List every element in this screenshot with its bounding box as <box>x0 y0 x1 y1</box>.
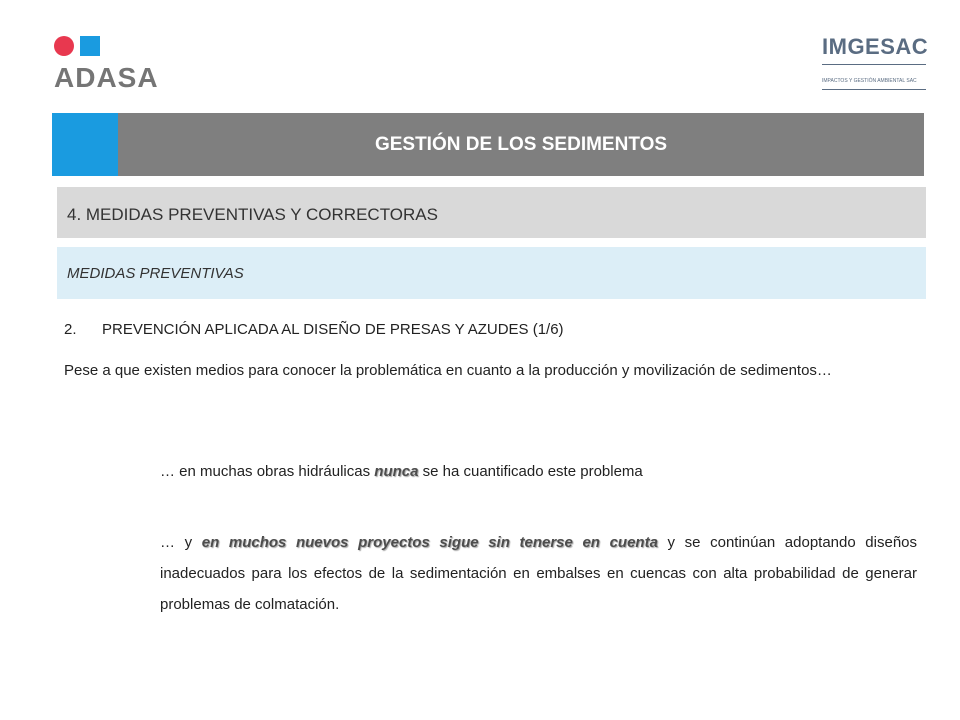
item-title: PREVENCIÓN APLICADA AL DISEÑO DE PRESAS Y AZUDES (1/6) <box>102 321 564 338</box>
item-heading <box>64 320 564 340</box>
intro-paragraph: Pese a que existen medios para conocer la problemática en cuanto a la producción y movilización de sedimentos… <box>64 362 832 379</box>
quote-1-before: … en muchas obras hidráulicas <box>160 463 375 480</box>
quote-paragraph-2 <box>160 527 917 620</box>
imgesac-logo <box>820 34 930 94</box>
imgesac-logo-text: IMGESAC <box>822 34 929 59</box>
adasa-logo <box>54 33 174 95</box>
quote-2-emphasis: en muchos nuevos proyectos sigue sin tenerse en cuenta <box>201 534 658 551</box>
item-number: 2. <box>64 321 77 338</box>
section-banner <box>57 187 926 238</box>
quote-1-after: se ha cuantificado este problema <box>418 463 643 480</box>
page-title: GESTIÓN DE LOS SEDIMENTOS <box>374 134 668 155</box>
logo-divider <box>822 64 926 65</box>
quote-2-after: y se continúan adoptando diseños inadecuados para los efectos de la sedimentación en embalses en cuencas con alta probabilidad de generar problemas de colmatación. <box>160 534 918 613</box>
logo-divider <box>822 89 926 90</box>
section-title: 4. MEDIDAS PREVENTIVAS Y CORRECTORAS <box>67 205 438 224</box>
logo-circle-icon <box>54 36 74 56</box>
logo-square-icon <box>80 36 100 56</box>
title-accent-block <box>52 113 118 176</box>
quote-2-before: … y <box>160 534 202 551</box>
adasa-logo-text: ADASA <box>54 62 159 93</box>
title-banner <box>52 113 924 176</box>
imgesac-logo-subtitle: IMPACTOS Y GESTIÓN AMBIENTAL SAC <box>822 78 917 84</box>
quote-paragraph-1 <box>160 462 920 482</box>
subsection-banner <box>57 247 926 299</box>
quote-1-emphasis: nunca <box>374 463 419 480</box>
subsection-title: MEDIDAS PREVENTIVAS <box>67 265 244 282</box>
